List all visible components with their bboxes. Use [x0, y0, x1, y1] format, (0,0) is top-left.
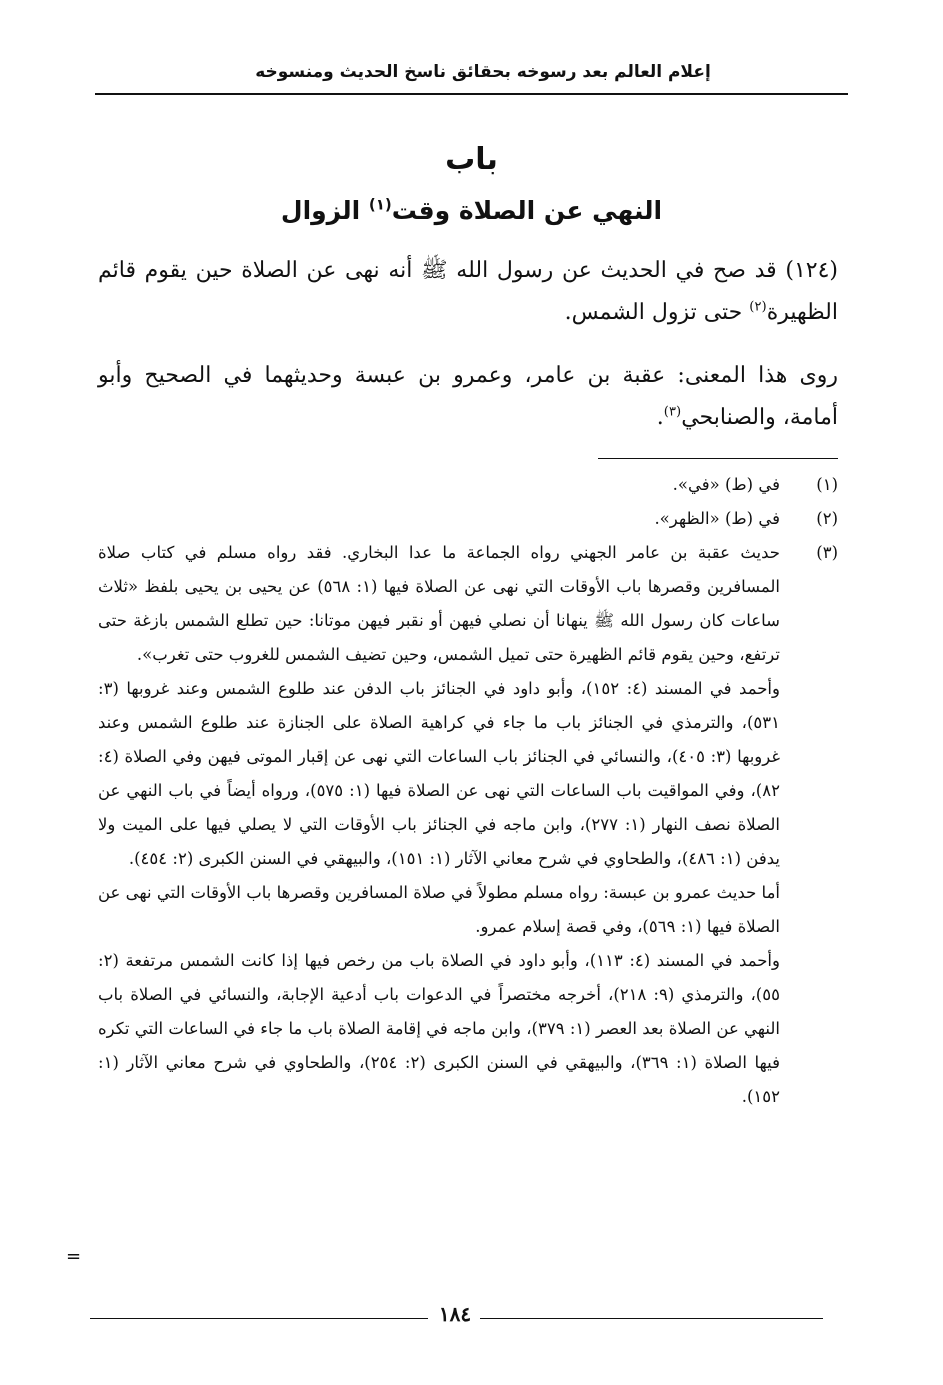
footnote-marker: (١) [368, 195, 392, 214]
footnote-number: (٣) [816, 543, 838, 562]
footnote-marker: (٢) [749, 299, 767, 315]
footnote-text: وأحمد في المسند (٤: ١١٣)، وأبو داود في الصلاة باب من رخص فيها إذا كانت الشمس مرتفعة (٢: ٥٥)، والترمذي (٩: ٢١٨)، أخرجه مختصراً في الدعوات باب أدعية الإجابة، والنسائي في الصلاة باب النهي عن الصلاة بعد العصر (١: ٣٧٩)، وابن ماجه في إقامة الصلاة باب ما جاء في الساعات التي تكره فيها الصلاة (١: ٣٦٩)، والبيهقي في السنن الكبرى (٢: ٢٥٤)، والطحاوي في شرح معاني الآثار (١: ١٥٢). [98, 951, 780, 1106]
footnote-separator [598, 458, 838, 459]
footnote-text: وأحمد في المسند (٤: ١٥٢)، وأبو داود في الجنائز باب الدفن عند طلوع الشمس وعند غروبها (٣: ٥٣١)، والترمذي في الجنائز باب ما جاء في كراهية الصلاة على الجنازة عند طلوع الشمس وعند غروبها (٣: ٤٠٥)، والنسائي في الجنائز باب الساعات التي نهى عن إقبار الموتى فيهن وفي الصلاة (٤: ٨٢)، وفي المواقيت باب الساعات التي نهى عن الصلاة فيها (١: ٥٧٥)، ورواه أيضاً في باب النهي عن الصلاة نصف النهار (١: ٢٧٧)، وابن ماجه في الجنائز باب الأوقات التي لا يصلي فيها على الميت ولا يدفن (١: ٤٨٦)، والطحاوي في شرح معاني الآثار (١: ١٥١)، والبيهقي في السنن الكبرى (٢: ٤٥٤). [98, 679, 780, 868]
footnote [98, 536, 838, 1114]
body-paragraph [98, 250, 838, 334]
chapter-title-end: الزوال [280, 196, 369, 225]
footnotes [98, 468, 838, 1114]
header-rule [95, 93, 848, 95]
footnote-text: في (ط) «في». [672, 475, 780, 494]
footnote-text: حديث عقبة بن عامر الجهني رواه الجماعة ما عدا البخاري. فقد رواه مسلم في كتاب صلاة المسافرين وقصرها باب الأوقات التي نهى عن الصلاة فيها (١: ٥٦٨) عن يحيى بن يحيى بلفظ «ثلاث ساعات كان رسول الله ﷺ ينهانا أن نصلي فيهن أو نقبر فيهن موتانا: حين تطلع الشمس بازغة حتى ترتفع، وحين يقوم قائم الظهيرة حتى تميل الشمس، وحين تضيف الشمس للغروب حتى تغرب». [98, 543, 780, 664]
footnote [98, 502, 838, 536]
paragraph-text: . [656, 405, 664, 430]
footnote-text: في (ط) «الظهر». [654, 509, 780, 528]
chapter-title [95, 196, 848, 225]
footnote-number: (٢) [816, 509, 838, 528]
chapter-label: باب [445, 142, 498, 177]
footnote-body [98, 502, 780, 536]
page-number: ١٨٤ [438, 1302, 472, 1326]
running-title: إعلام العالم بعد رسوخه بحقائق ناسخ الحديث ومنسوخه [255, 62, 711, 82]
footnote-number: (١) [816, 475, 838, 494]
chapter-title-start: النهي عن الصلاة وقت [391, 196, 663, 225]
footnote-body [98, 468, 780, 502]
body-paragraph [98, 355, 838, 439]
footnote-text: أما حديث عمرو بن عبسة: رواه مسلم مطولاً في صلاة المسافرين وقصرها باب الأوقات التي نهى عن الصلاة فيها (١: ٥٦٩)، وفي قصة إسلام عمرو. [98, 883, 780, 936]
footnote-marker: (٣) [663, 404, 682, 420]
paragraph-text: حتى تزول الشمس. [564, 300, 750, 325]
paragraph-text: (١٢٤) قد صح في الحديث عن رسول الله ﷺ أنه نهى عن الصلاة حين يقوم قائم الظهيرة [98, 258, 838, 325]
paragraph-text: روى هذا المعنى: عقبة بن عامر، وعمرو بن عبسة وحديثهما في الصحيح وأبو أمامة، والصنابحي [98, 363, 838, 430]
footer-rule-left [90, 1318, 428, 1319]
footer-rule-right [480, 1318, 823, 1319]
continuation-mark: = [66, 1246, 82, 1267]
footnote [98, 468, 838, 502]
footnote-body [98, 536, 780, 1114]
